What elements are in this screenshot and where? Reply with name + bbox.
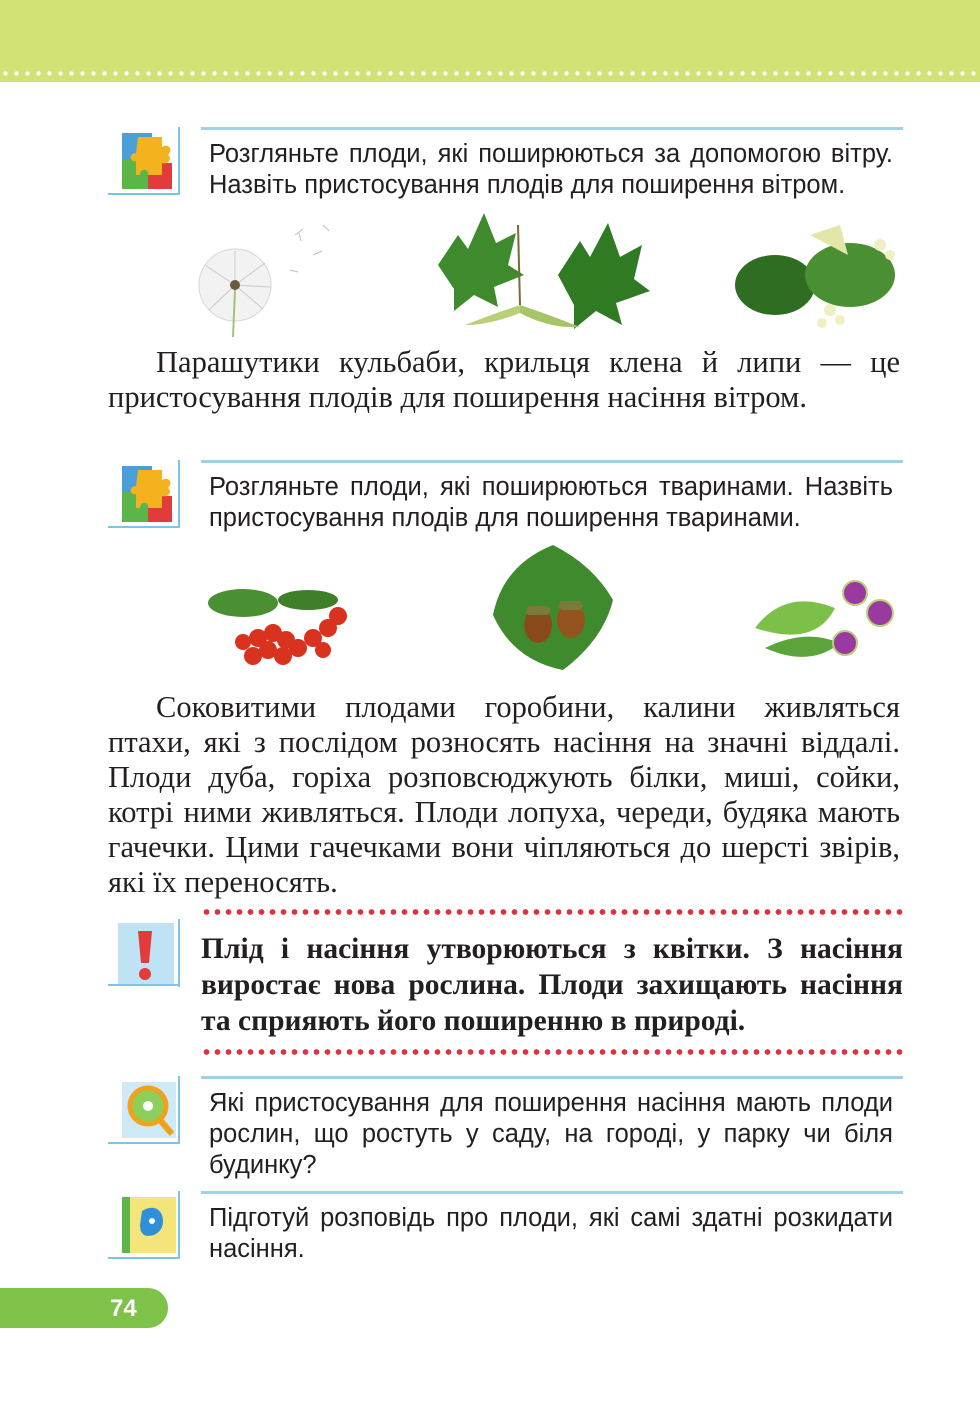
rule-dotted-top [201, 909, 903, 915]
header-dotted-line [0, 71, 980, 76]
magnifier-icon [108, 1076, 180, 1144]
paragraph-animals: Соковитими плодами горобини, калини живляться птахи, які з послідом розносять насіння на значні віддалі. Плоди дуба, горіха розповсюджують білки, миші, сойки, котрі ними живляться. Плоди лопуха, череди, будяка мають гачечки. Цими гачечками вони чіпляються до шерсті звірів, які їх переносять. [108, 690, 900, 899]
puzzle-icon [108, 127, 180, 195]
exclamation-icon [108, 919, 180, 987]
task-rule-line [201, 1076, 903, 1079]
task-question [108, 1076, 903, 1186]
page-number: 74 [110, 1295, 137, 1322]
puzzle-icon [108, 460, 180, 528]
task-text: Розгляньте плоди, які поширюються за допомогою вітру. Назвіть пристосування плодів для поширення вітром. [209, 140, 893, 199]
acorn-image [483, 540, 628, 680]
task-rule-line [201, 127, 903, 130]
rowan-image [198, 578, 363, 678]
notebook-icon [108, 1191, 180, 1259]
rule-dotted-bottom [201, 1049, 903, 1055]
task-text: Підготуй розповідь про плоди, які самі здатні розкидати насіння. [209, 1204, 893, 1263]
task-rule-line [201, 1191, 903, 1194]
key-rule [108, 905, 903, 1055]
task-text: Розгляньте плоди, які поширюються тваринами. Назвіть пристосування плодів для поширення тваринами. [209, 473, 893, 532]
header-band [0, 0, 980, 82]
rule-text: Плід і насіння утворюються з квітки. З насіння виростає нова рослина. Плоди захищають насіння та сприяють його поширенню в природі. [201, 933, 903, 1037]
paragraph-wind: Парашутики кульбаби, крильця клена й липи — це пристосування плодів для поширення насіння вітром. [108, 345, 900, 414]
task-homework [108, 1191, 903, 1266]
dandelion-image [195, 215, 345, 340]
page-number-tab [0, 1288, 168, 1328]
maple-image [428, 205, 653, 345]
linden-image [730, 215, 905, 340]
task-text: Які пристосування для поширення насіння мають плоди рослин, що ростуть у саду, на городі, у парку чи біля будинку? [209, 1089, 893, 1179]
task-rule-line [201, 460, 903, 463]
burdock-image [750, 568, 905, 668]
